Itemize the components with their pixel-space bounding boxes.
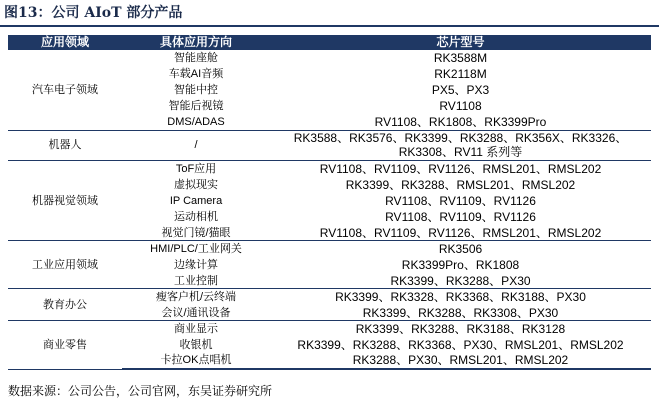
application-cell: 智能中控 xyxy=(174,84,218,96)
chip-model-cell: RV1108、RV1109、RV1126、RMSL201、RMSL202 xyxy=(270,225,651,241)
application-cell: 收银机 xyxy=(179,338,213,351)
table-row xyxy=(8,321,651,337)
table-header-row xyxy=(8,35,651,50)
product-table xyxy=(8,35,651,370)
title-divider xyxy=(0,25,659,27)
chip-model-cell: RK2118M xyxy=(434,67,487,81)
chip-model-cell: RK3399、RK3288、PX30 xyxy=(270,273,651,289)
table-row xyxy=(8,241,651,257)
application-cell: 商业显示 xyxy=(174,323,218,336)
chip-model-cell: RV1108、RV1109、RV1126、RMSL201、RMSL202 xyxy=(319,162,602,177)
application-cell: 虚拟现实 xyxy=(174,178,218,191)
table-row xyxy=(8,161,651,177)
chip-model-cell: RV1108、RK1808、RK3399Pro xyxy=(270,114,651,130)
domain-cell: 教育办公 xyxy=(8,289,122,321)
domain-cell: 商业零售 xyxy=(8,321,122,369)
application-cell: IP Camera xyxy=(169,194,223,207)
header-application: 具体应用方向 xyxy=(122,35,270,50)
application-cell: 卡拉OK点唱机 xyxy=(122,353,270,369)
chip-model-cell: RV1108、RV1109、RV1126 xyxy=(385,209,536,224)
application-cell: 智能座舱 xyxy=(174,52,218,64)
application-cell: / xyxy=(122,130,270,161)
chip-model-cell: RK3588、RK3576、RK3399、RK3288、RK356X、RK3326、RK3308、RV11 系列等 xyxy=(270,130,651,161)
domain-cell: 工业应用领域 xyxy=(8,241,122,289)
domain-cell: 机器视觉领域 xyxy=(8,161,122,241)
application-cell: DMS/ADAS xyxy=(122,114,270,130)
chip-model-cell: PX5、PX3 xyxy=(431,83,490,97)
application-cell: 运动相机 xyxy=(174,210,218,223)
header-chip-model: 芯片型号 xyxy=(270,35,651,50)
application-cell: HMI/PLC/工业网关 xyxy=(150,243,242,256)
chip-model-cell: RK3399、RK3288、RK3188、RK3128 xyxy=(355,322,566,337)
table-row xyxy=(8,130,651,161)
page-title: 图13：公司 AIoT 部分产品 xyxy=(4,5,183,21)
chip-model-cell: RK3588M xyxy=(433,51,488,65)
source-note: 数据来源：公司公告，公司官网，东吴证券研究所 xyxy=(8,384,273,398)
domain-cell: 汽车电子领域 xyxy=(8,50,122,130)
application-cell: 车载AI音频 xyxy=(168,68,224,80)
chip-model-cell: RK3288、PX30、RMSL201、RMSL202 xyxy=(270,353,651,369)
application-cell: 视觉门镜/猫眼 xyxy=(122,225,270,241)
table-row xyxy=(8,50,651,66)
chip-model-cell: RV1108、RV1109、RV1126 xyxy=(385,193,536,208)
application-cell: 工业控制 xyxy=(122,273,270,289)
table-body xyxy=(8,50,651,369)
chip-model-cell: RK3399Pro、RK1808 xyxy=(401,257,520,272)
application-cell: 边缘计算 xyxy=(174,258,218,271)
header-domain: 应用领域 xyxy=(8,35,122,50)
chip-model-cell: RK3399、RK3328、RK3368、RK3188、PX30 xyxy=(335,290,586,305)
application-cell: 瘦客户机/云终端 xyxy=(155,291,237,304)
chip-model-cell: RK3399、RK3288、RMSL201、RMSL202 xyxy=(345,177,576,192)
chip-model-cell: RK3399、RK3288、RK3308、PX30 xyxy=(270,305,651,321)
chip-model-cell: RK3506 xyxy=(438,242,483,257)
application-cell: ToF应用 xyxy=(175,163,217,176)
application-cell: 智能后视镜 xyxy=(168,100,224,112)
application-cell: 会议/通讯设备 xyxy=(122,305,270,321)
chip-model-cell: RK3399、RK3288、RK3368、PX30、RMSL201、RMSL202 xyxy=(297,337,624,352)
table-row xyxy=(8,289,651,305)
chip-model-cell: RV1108 xyxy=(439,99,482,113)
domain-cell: 机器人 xyxy=(8,130,122,161)
